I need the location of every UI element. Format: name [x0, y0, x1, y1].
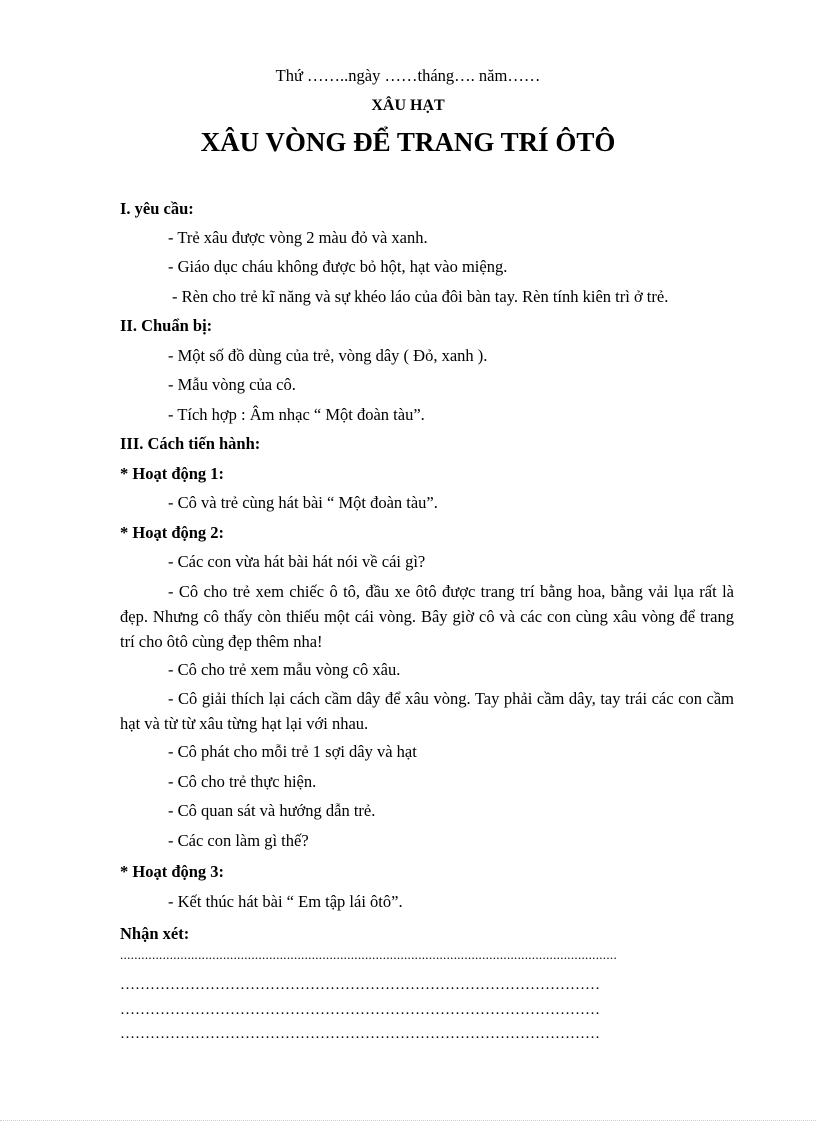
date-line: Thứ ……..ngày ……tháng…. năm…… [275, 66, 541, 85]
section-requirements-heading: I. yêu cầu: [120, 199, 194, 218]
activity-2-item: - Cô cho trẻ thực hiện. [168, 772, 317, 791]
activity-2-item: - Các con vừa hát bài hát nói về cái gì? [168, 552, 426, 571]
activity-2-item: - Cô quan sát và hướng dẫn trẻ. [168, 801, 376, 820]
preparation-item: - Mẫu vòng của cô. [168, 375, 296, 394]
activity-1-item: - Cô và trẻ cùng hát bài “ Một đoàn tàu”. [168, 493, 438, 512]
section-procedure-heading: III. Cách tiến hành: [120, 434, 261, 453]
remarks-dotted-line: …………………………………………………………………………………… [120, 1002, 600, 1018]
remarks-dotted-line: ............................................................................................................................................ [120, 947, 617, 962]
remarks-heading: Nhận xét: [120, 924, 190, 943]
remarks-dotted-line: …………………………………………………………………………………… [120, 1026, 600, 1042]
remarks-dotted-line: …………………………………………………………………………………… [120, 977, 600, 993]
requirement-item: - Trẻ xâu được vòng 2 màu đỏ và xanh. [168, 228, 428, 247]
requirement-item: - Giáo dục cháu không được bỏ hột, hạt vào miệng. [168, 257, 508, 276]
activity-2-paragraph: - Cô cho trẻ xem chiếc ô tô, đầu xe ôtô được trang trí bằng hoa, bằng vải lụa rất là đẹp. Nhưng cô thấy còn thiếu một cái vòng. Bây giờ cô và các con cùng xâu vòng để trang trí cho ôtô cùng đẹp thêm nha! [120, 582, 734, 651]
activity-3-item: - Kết thúc hát bài “ Em tập lái ôtô”. [168, 892, 403, 911]
preparation-item: - Tích hợp : Âm nhạc “ Một đoàn tàu”. [168, 405, 425, 424]
section-preparation-heading: II. Chuẩn bị: [120, 316, 213, 335]
requirement-item: - Rèn cho trẻ kĩ năng và sự khéo láo của đôi bàn tay. Rèn tính kiên trì ở trẻ. [172, 287, 669, 306]
activity-2-heading: * Hoạt động 2: [120, 523, 225, 542]
activity-2-item: - Các con làm gì thế? [168, 831, 309, 850]
activity-2-paragraph: - Cô giải thích lại cách cầm dây để xâu vòng. Tay phải cầm dây, tay trái các con cầm hạt và từ từ xâu từng hạt lại với nhau. [120, 689, 734, 733]
lesson-title: XÂU VÒNG ĐỂ TRANG TRÍ ÔTÔ [200, 127, 616, 157]
activity-2-item: - Cô cho trẻ xem mẫu vòng cô xâu. [168, 660, 401, 679]
activity-2-item: - Cô phát cho mỗi trẻ 1 sợi dây và hạt [168, 742, 417, 761]
activity-1-heading: * Hoạt động 1: [120, 464, 225, 483]
preparation-item: - Một số đồ dùng của trẻ, vòng dây ( Đỏ, xanh ). [168, 346, 488, 365]
lesson-subtitle: XÂU HẠT [371, 97, 445, 114]
activity-3-heading: * Hoạt động 3: [120, 862, 225, 881]
page-bottom-divider [0, 1120, 816, 1121]
